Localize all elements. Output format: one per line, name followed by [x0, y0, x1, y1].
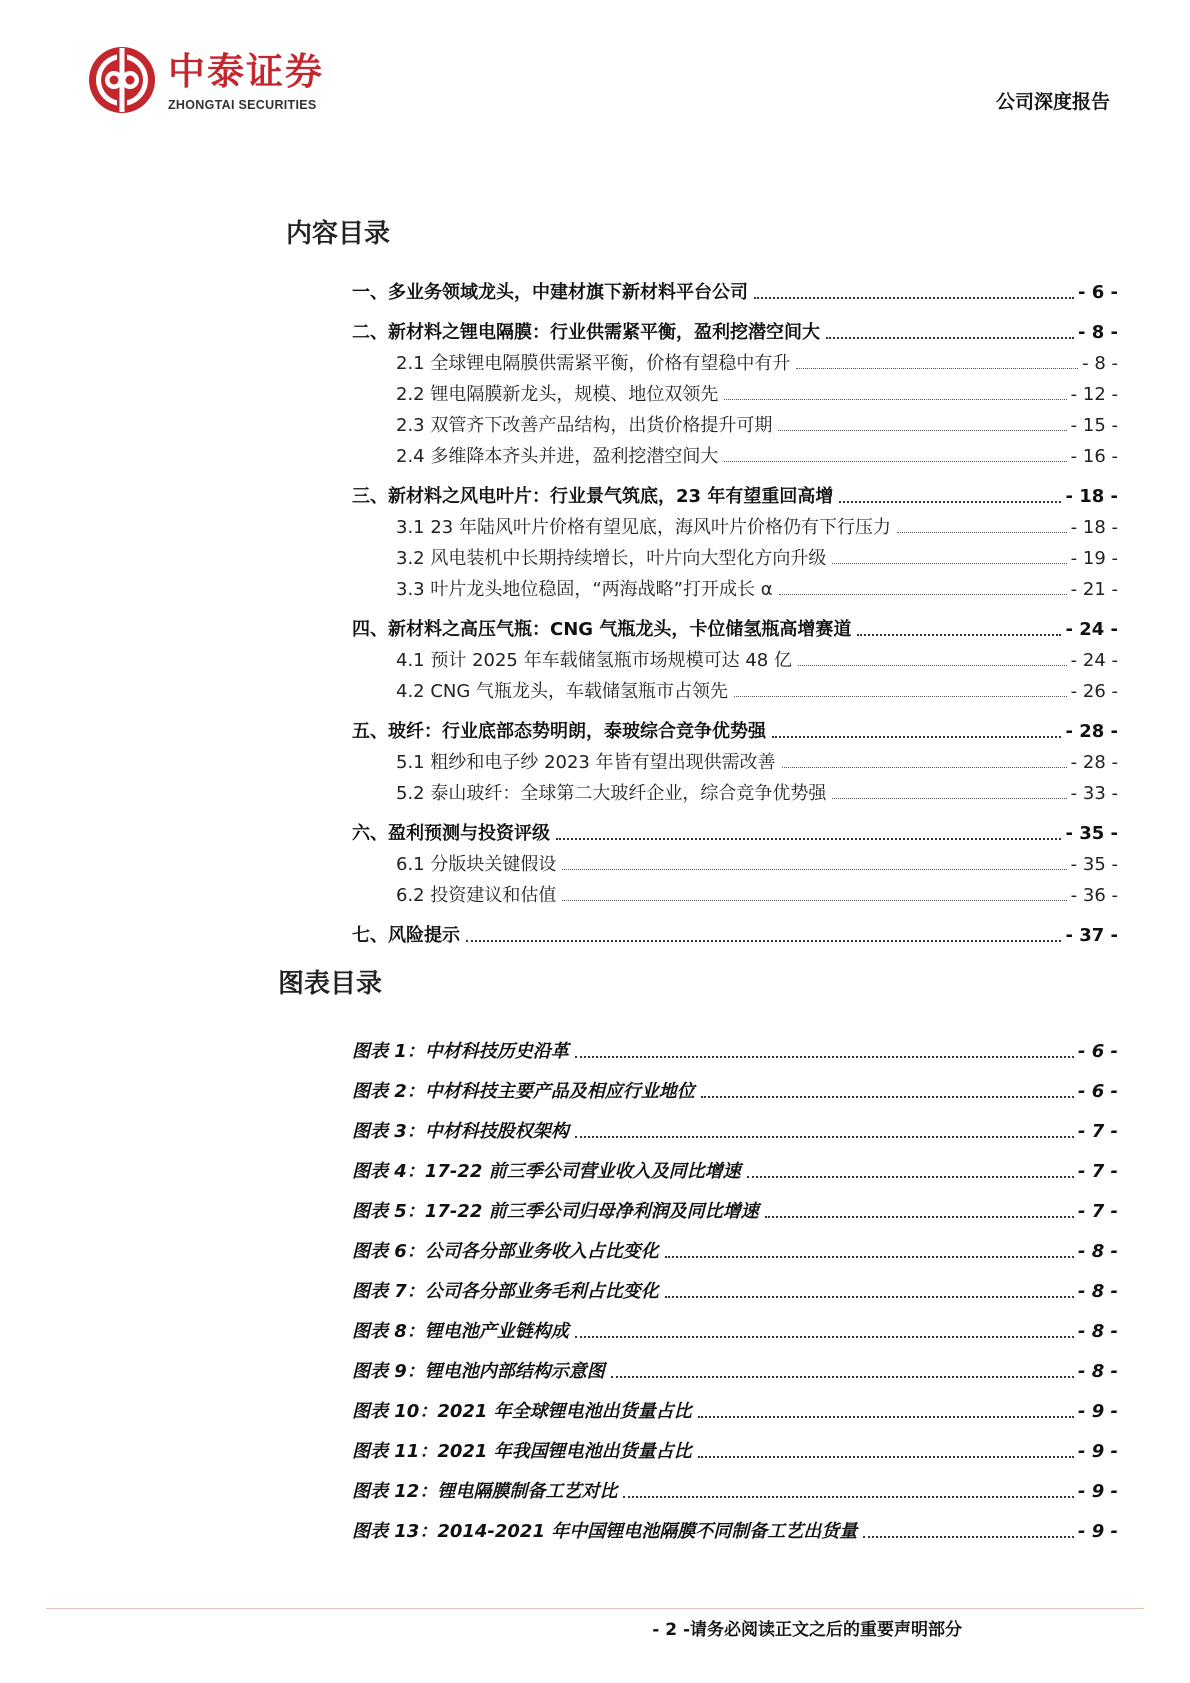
figure-item-page: - 8 - [1078, 1321, 1118, 1342]
dot-leader [782, 767, 1067, 768]
toc-item-label: 2.2 锂电隔膜新龙头，规模、地位双领先 [396, 384, 719, 405]
brand-name-cn: 中泰证券 [168, 50, 324, 93]
toc-item-label: 二、新材料之锂电隔膜：行业供需紧平衡，盈利挖潜空间大 [352, 322, 820, 343]
toc-subitem[interactable] [396, 443, 1118, 469]
zhongtai-logo-icon [86, 44, 158, 116]
dot-leader [863, 1536, 1074, 1538]
toc-item-label: 七、风险提示 [352, 925, 460, 946]
figure-item-label: 图表 2：中材科技主要产品及相应行业地位 [352, 1081, 695, 1102]
figure-item-page: - 6 - [1078, 1081, 1118, 1102]
figure-item[interactable] [352, 1518, 1118, 1544]
figure-item-page: - 9 - [1078, 1401, 1118, 1422]
figure-item[interactable] [352, 1358, 1118, 1384]
figure-item-page: - 8 - [1078, 1281, 1118, 1302]
figure-item-page: - 9 - [1078, 1481, 1118, 1502]
toc-item-label: 3.2 风电装机中长期持续增长，叶片向大型化方向升级 [396, 548, 827, 569]
toc-subitem[interactable] [396, 545, 1118, 571]
dot-leader [826, 337, 1074, 339]
page-footer: - 2 -请务必阅读正文之后的重要声明部分 [652, 1620, 962, 1640]
dot-leader [897, 532, 1067, 533]
dot-leader [772, 736, 1061, 738]
toc-item-page: - 35 - [1070, 854, 1118, 875]
dot-leader [832, 563, 1066, 564]
figure-item-label: 图表 6：公司各分部业务收入占比变化 [352, 1241, 659, 1262]
toc-item-label: 6.1 分版块关键假设 [396, 854, 557, 875]
dot-leader [562, 869, 1066, 870]
figure-item-label: 图表 10：2021 年全球锂电池出货量占比 [352, 1401, 692, 1422]
toc-subitem[interactable] [396, 576, 1118, 602]
dot-leader [724, 461, 1066, 462]
dot-leader [562, 900, 1066, 901]
toc-item-page: - 8 - [1082, 353, 1118, 374]
toc-item[interactable] [352, 319, 1118, 345]
toc-item-page: - 18 - [1070, 517, 1118, 538]
dot-leader [698, 1456, 1074, 1458]
toc-subitem[interactable] [396, 851, 1118, 877]
dot-leader [857, 634, 1061, 636]
toc-item-page: - 24 - [1065, 619, 1118, 640]
figure-item-page: - 9 - [1078, 1441, 1118, 1462]
toc-subitem[interactable] [396, 350, 1118, 376]
dot-leader [832, 798, 1066, 799]
figure-item-page: - 8 - [1078, 1361, 1118, 1382]
toc-item[interactable] [352, 279, 1118, 305]
toc-item[interactable] [352, 483, 1118, 509]
figure-item[interactable] [352, 1478, 1118, 1504]
figure-item[interactable] [352, 1158, 1118, 1184]
toc-item-page: - 19 - [1070, 548, 1118, 569]
dot-leader [734, 696, 1067, 697]
report-type: 公司深度报告 [995, 91, 1110, 113]
dot-leader [724, 399, 1066, 400]
dot-leader [798, 665, 1067, 666]
figure-item-page: - 7 - [1078, 1121, 1118, 1142]
figure-item-page: - 7 - [1078, 1201, 1118, 1222]
toc-subitem[interactable] [396, 678, 1118, 704]
toc-item-page: - 8 - [1078, 322, 1118, 343]
toc-subitem[interactable] [396, 780, 1118, 806]
toc-item-page: - 28 - [1070, 752, 1118, 773]
dot-leader [623, 1496, 1074, 1498]
toc-item-label: 4.2 CNG 气瓶龙头，车载储氢瓶市占领先 [396, 681, 729, 702]
figure-item[interactable] [352, 1198, 1118, 1224]
figure-item[interactable] [352, 1038, 1118, 1064]
figure-item-page: - 9 - [1078, 1521, 1118, 1542]
toc-item-label: 3.1 23 年陆风叶片价格有望见底，海风叶片价格仍有下行压力 [396, 517, 891, 538]
toc-item-page: - 18 - [1065, 486, 1118, 507]
toc-item-label: 2.4 多维降本齐头并进，盈利挖潜空间大 [396, 446, 719, 467]
figure-item-page: - 7 - [1078, 1161, 1118, 1182]
toc-item-label: 四、新材料之高压气瓶：CNG 气瓶龙头，卡位储氢瓶高增赛道 [352, 619, 852, 640]
figure-item-page: - 8 - [1078, 1241, 1118, 1262]
toc-item-label: 5.2 泰山玻纤：全球第二大玻纤企业，综合竞争优势强 [396, 783, 827, 804]
toc-item-page: - 21 - [1070, 579, 1118, 600]
dot-leader [575, 1336, 1074, 1338]
toc-item-label: 2.1 全球锂电隔膜供需紧平衡，价格有望稳中有升 [396, 353, 791, 374]
figure-item-label: 图表 12：锂电隔膜制备工艺对比 [352, 1481, 618, 1502]
dot-leader [665, 1256, 1074, 1258]
toc-item[interactable] [352, 922, 1118, 948]
figure-item-label: 图表 4：17-22 前三季公司营业收入及同比增速 [352, 1161, 741, 1182]
figure-item-label: 图表 1：中材科技历史沿革 [352, 1041, 569, 1062]
toc-item-label: 一、多业务领域龙头，中建材旗下新材料平台公司 [352, 282, 748, 303]
figure-item[interactable] [352, 1398, 1118, 1424]
toc-item-label: 6.2 投资建议和估值 [396, 885, 557, 906]
dot-leader [779, 594, 1067, 595]
toc-subitem[interactable] [396, 412, 1118, 438]
dot-leader [556, 838, 1061, 840]
toc-item-page: - 35 - [1065, 823, 1118, 844]
dot-leader [466, 940, 1061, 942]
toc-item-page: - 12 - [1070, 384, 1118, 405]
toc-item-label: 5.1 粗纱和电子纱 2023 年皆有望出现供需改善 [396, 752, 776, 773]
figure-item[interactable] [352, 1318, 1118, 1344]
figure-item-label: 图表 8：锂电池产业链构成 [352, 1321, 569, 1342]
figure-item[interactable] [352, 1438, 1118, 1464]
toc-item-label: 五、玻纤：行业底部态势明朗，泰玻综合竞争优势强 [352, 721, 766, 742]
toc-item[interactable] [352, 616, 1118, 642]
figure-item[interactable] [352, 1078, 1118, 1104]
dot-leader [765, 1216, 1074, 1218]
figure-item[interactable] [352, 1278, 1118, 1304]
toc-item-label: 2.3 双管齐下改善产品结构，出货价格提升可期 [396, 415, 773, 436]
toc-item-label: 4.1 预计 2025 年车载储氢瓶市场规模可达 48 亿 [396, 650, 792, 671]
toc-subitem[interactable] [396, 647, 1118, 673]
figure-item-label: 图表 5：17-22 前三季公司归母净利润及同比增速 [352, 1201, 759, 1222]
toc-title: 内容目录 [286, 219, 391, 249]
dot-leader [611, 1376, 1074, 1378]
toc-item-page: - 33 - [1070, 783, 1118, 804]
figure-item-page: - 6 - [1078, 1041, 1118, 1062]
toc-item-label: 六、盈利预测与投资评级 [352, 823, 550, 844]
dot-leader [575, 1056, 1074, 1058]
toc-subitem[interactable] [396, 749, 1118, 775]
toc-item-label: 三、新材料之风电叶片：行业景气筑底，23 年有望重回高增 [352, 486, 834, 507]
dot-leader [754, 297, 1074, 299]
toc-item-page: - 15 - [1070, 415, 1118, 436]
toc-subitem[interactable] [396, 882, 1118, 908]
dot-leader [701, 1096, 1074, 1098]
dot-leader [796, 368, 1078, 369]
figure-item[interactable] [352, 1238, 1118, 1264]
figure-item-label: 图表 11：2021 年我国锂电池出货量占比 [352, 1441, 692, 1462]
figures-title: 图表目录 [278, 969, 383, 999]
toc-item-page: - 6 - [1078, 282, 1118, 303]
toc-item-page: - 37 - [1065, 925, 1118, 946]
dot-leader [778, 430, 1066, 431]
toc-item-page: - 26 - [1070, 681, 1118, 702]
toc-item-label: 3.3 叶片龙头地位稳固，“两海战略”打开成长 α [396, 579, 773, 600]
toc-item-page: - 36 - [1070, 885, 1118, 906]
figure-item[interactable] [352, 1118, 1118, 1144]
figure-item-label: 图表 9：锂电池内部结构示意图 [352, 1361, 605, 1382]
dot-leader [665, 1296, 1074, 1298]
figure-item-label: 图表 7：公司各分部业务毛利占比变化 [352, 1281, 659, 1302]
toc-item[interactable] [352, 718, 1118, 744]
figure-item-label: 图表 3：中材科技股权架构 [352, 1121, 569, 1142]
dot-leader [839, 501, 1061, 503]
footer-divider [46, 1608, 1144, 1609]
toc-subitem[interactable] [396, 514, 1118, 540]
toc-subitem[interactable] [396, 381, 1118, 407]
dot-leader [575, 1136, 1074, 1138]
figure-item-label: 图表 13：2014-2021 年中国锂电池隔膜不同制备工艺出货量 [352, 1521, 858, 1542]
toc-item-page: - 16 - [1070, 446, 1118, 467]
toc-item-page: - 24 - [1070, 650, 1118, 671]
toc-item-page: - 28 - [1065, 721, 1118, 742]
brand-name-en: ZHONGTAI SECURITIES [168, 98, 317, 112]
dot-leader [698, 1416, 1074, 1418]
toc-item[interactable] [352, 820, 1118, 846]
dot-leader [747, 1176, 1074, 1178]
page-header [0, 0, 1190, 130]
